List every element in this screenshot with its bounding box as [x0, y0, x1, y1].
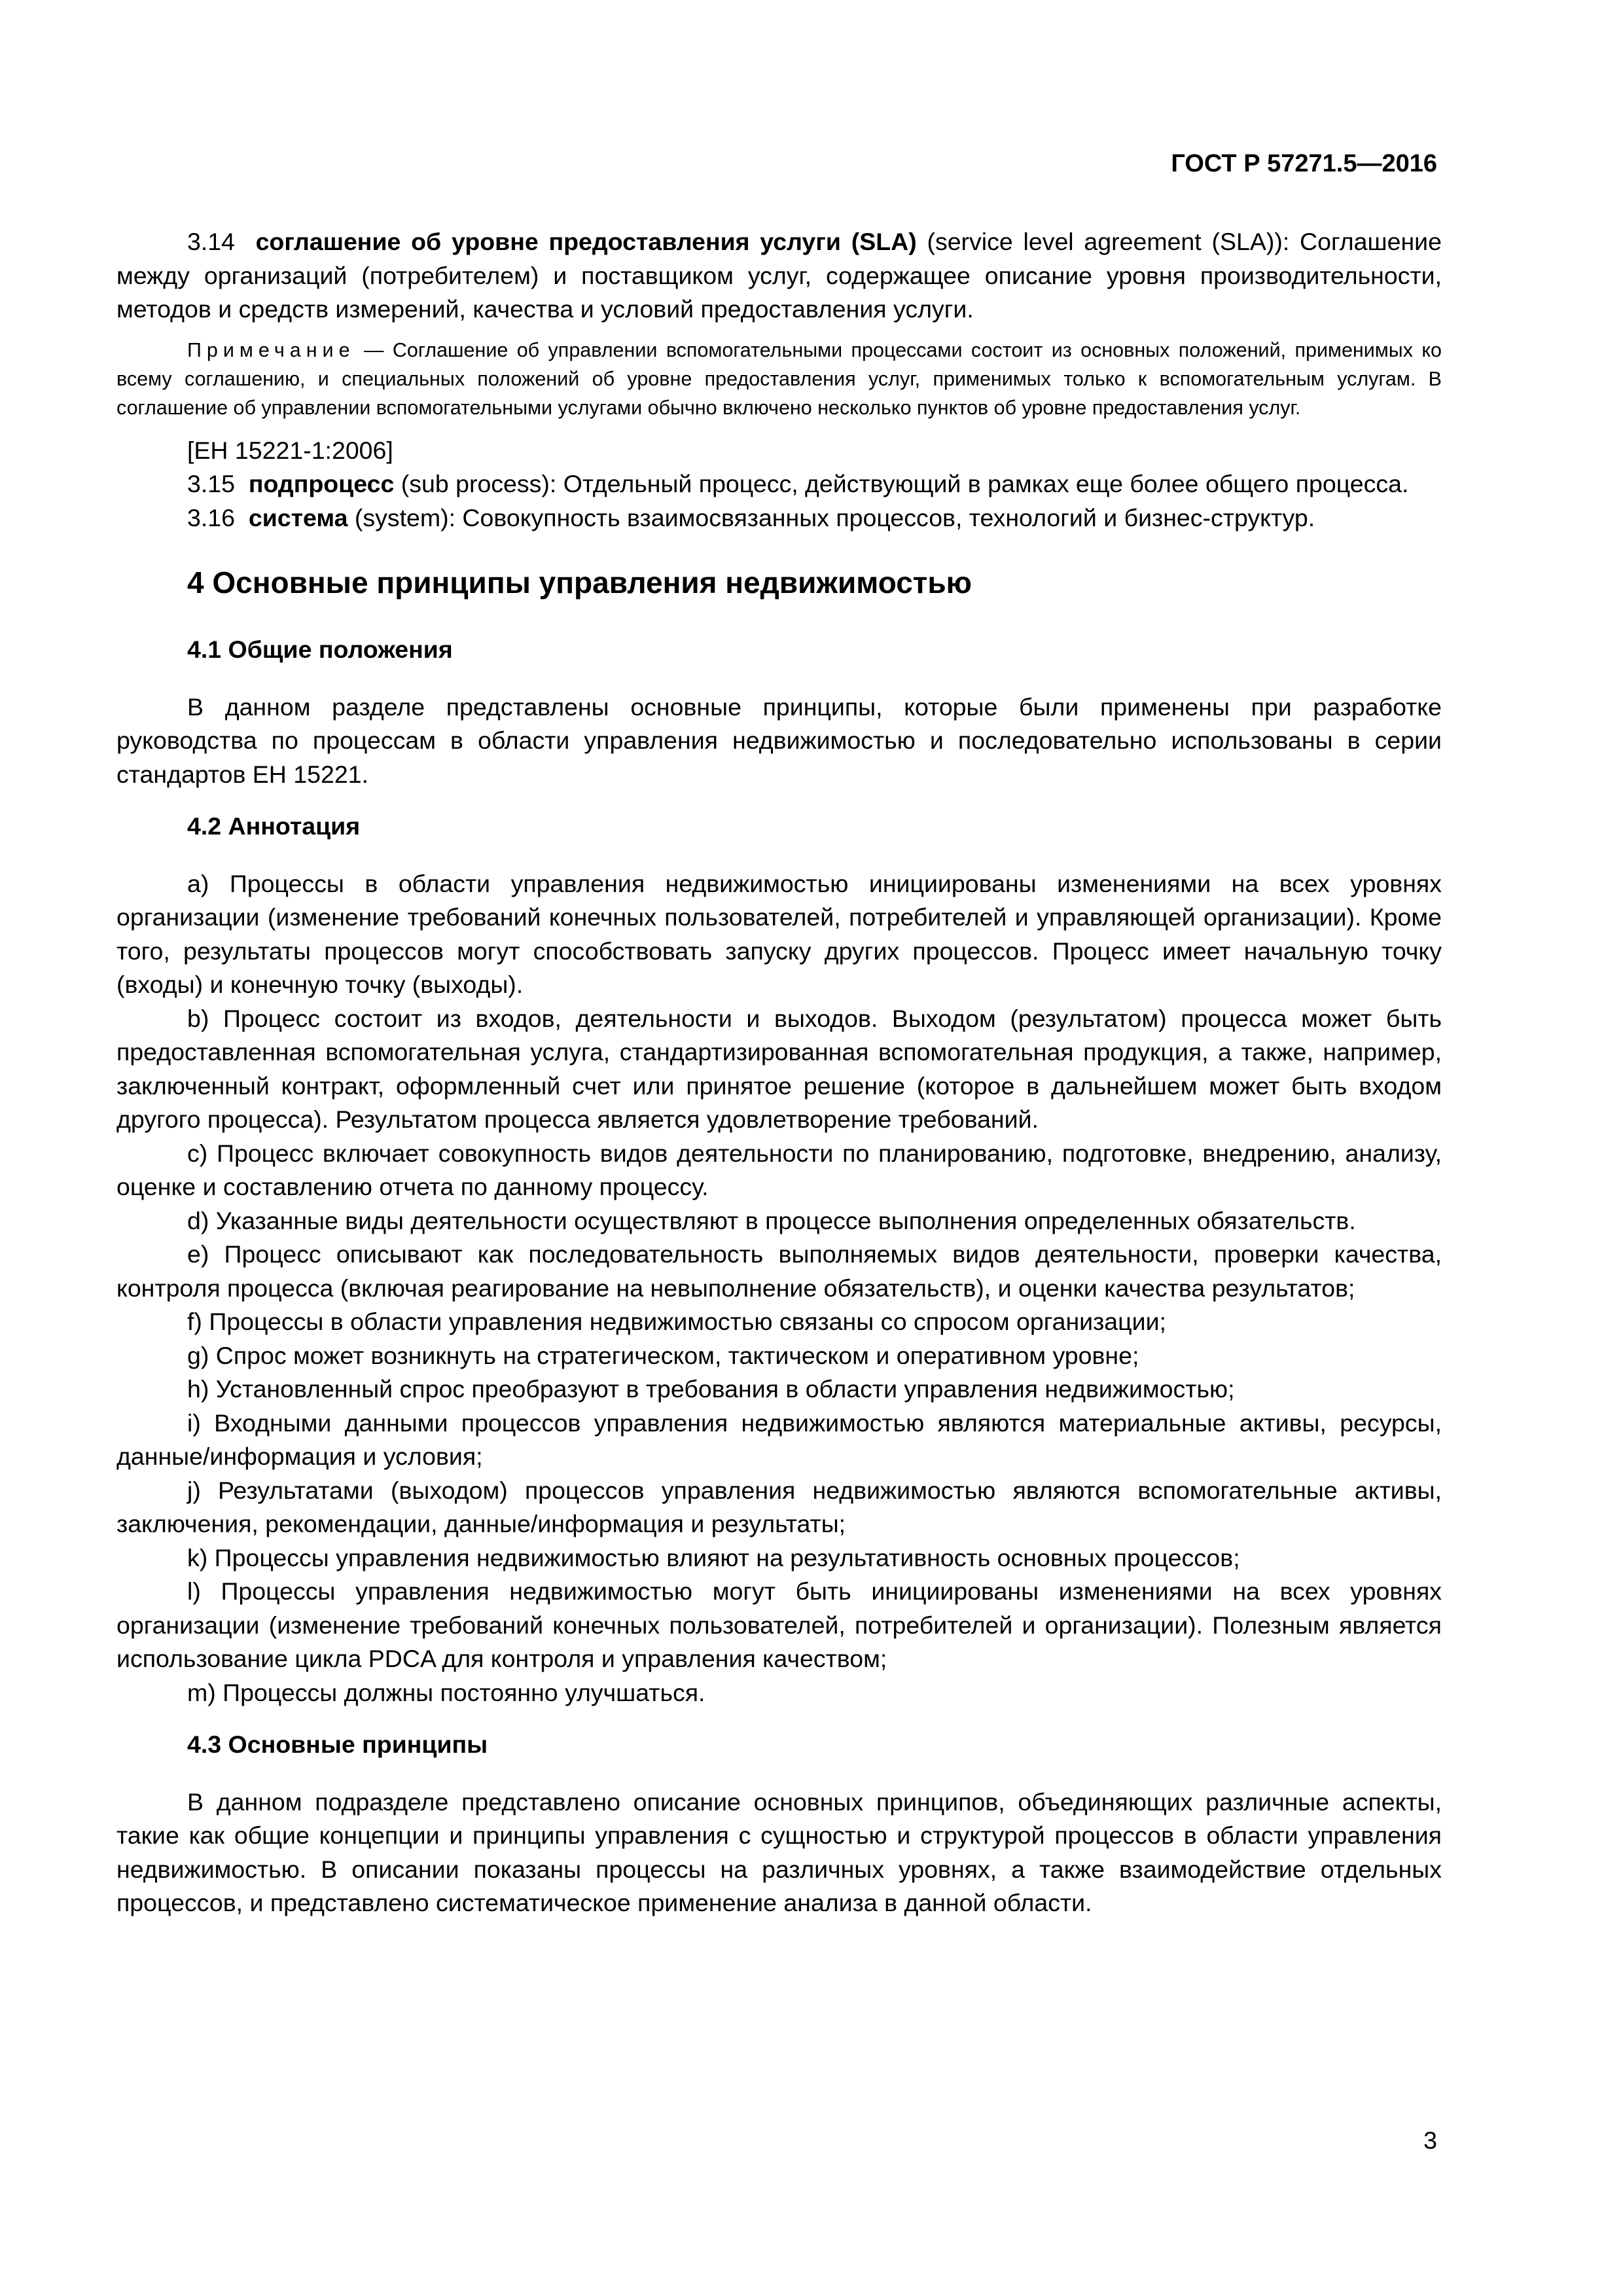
list-item-j: j) Результатами (выходом) процессов управления недвижимостью являются вспомогательные активы, заключения, рекомендации, данные/информация и результаты;	[116, 1476, 1442, 1537]
document-body	[116, 225, 1442, 1920]
section-4-heading: 4 Основные принципы управления недвижимостью	[187, 565, 972, 600]
list-item-a: a) Процессы в области управления недвижимостью инициированы изменениями на всех уровнях организации (изменение требований конечных пользователей, потребителей и управляющей организации). Кроме того, результаты процессов могут способствовать запуску других процессов. Процесс имеет начальную точку (входы) и конечную точку (выходы).	[116, 869, 1442, 998]
list-item-c: c) Процесс включает совокупность видов деятельности по планированию, подготовке, внедрению, анализу, оценке и составлению отчета по данному процессу.	[116, 1139, 1442, 1200]
document-code-header: ГОСТ Р 57271.5—2016	[1171, 150, 1437, 177]
definition-term: соглашение об уровне предоставления услуги (SLA)	[255, 228, 917, 255]
note-paragraph	[116, 336, 1442, 422]
definition-text: (service level agreement (SLA)): Соглашение между организаций (потребителем) и поставщиком услуг, содержащее описание уровня производительности, методов и средств измерений, качества и условий предоставления услуги.	[116, 228, 1442, 323]
list-item-h: h) Установленный спрос преобразуют в требования в области управления недвижимостью;	[187, 1375, 1235, 1403]
definition-term: подпроцесс	[248, 470, 395, 497]
section-4-1-text: В данном разделе представлены основные принципы, которые были применены при разработке руководства по процессам в области управления недвижимостью и последовательно использованы в серии стандартов ЕН 15221.	[116, 692, 1442, 788]
section-4-1-heading: 4.1 Общие положения	[187, 636, 453, 663]
note-text: — Соглашение об управлении вспомогательными процессами состоит из основных положений, применимых ко всему соглашению, и специальных положений об уровне предоставления услуг, применимых только к вспомогательным услугам. В соглашение об управлении вспомогательными услугами обычно включено несколько пунктов об уровне предоставления услуг.	[116, 338, 1442, 419]
section-4-3-text: В данном подразделе представлено описание основных принципов, объединяющих различные аспекты, такие как общие концепции и принципы управления с сущностью и структурой процессов в области управления недвижимостью. В описании показаны процессы на различных уровнях, а также взаимодействие отдельных процессов, и представлено систематическое применение анализа в данной области.	[116, 1787, 1442, 1916]
definition-3-14	[116, 225, 1442, 327]
definition-3-16	[116, 501, 1442, 535]
definition-3-15	[116, 467, 1442, 501]
list-item-b: b) Процесс состоит из входов, деятельности и выходов. Выходом (результатом) процесса может быть предоставленная вспомогательная услуга, стандартизированная вспомогательная продукция, а также, например, заключенный контракт, оформленный счет или принятое решение (которое в дальнейшем может быть входом другого процесса). Результатом процесса является удовлетворение требований.	[116, 1004, 1442, 1133]
section-4-2-heading: 4.2 Аннотация	[187, 812, 361, 840]
definition-number: 3.16	[187, 503, 235, 531]
reference-source: [ЕН 15221-1:2006]	[187, 436, 393, 464]
definition-number: 3.15	[187, 470, 235, 497]
definition-text: (sub process): Отдельный процесс, действующий в рамках еще более общего процесса.	[401, 470, 1409, 497]
page-number: 3	[1423, 2126, 1437, 2154]
definition-number: 3.14	[187, 228, 235, 255]
section-4-3-heading: 4.3 Основные принципы	[187, 1731, 488, 1758]
list-item-m: m) Процессы должны постоянно улучшаться.	[187, 1678, 705, 1706]
definition-text: (system): Совокупность взаимосвязанных процессов, технологий и бизнес-структур.	[354, 503, 1315, 531]
list-item-i: i) Входными данными процессов управления недвижимостью являются материальные активы, ресурсы, данные/информация и условия;	[116, 1408, 1442, 1470]
definition-term: система	[248, 503, 348, 531]
list-item-f: f) Процессы в области управления недвижимостью связаны со спросом организации;	[187, 1308, 1166, 1335]
list-item-k: k) Процессы управления недвижимостью влияют на результативность основных процессов;	[187, 1543, 1240, 1571]
list-item-l: l) Процессы управления недвижимостью могут быть инициированы изменениями на всех уровнях организации (изменение требований конечных пользователей, потребителей и организации). Полезным является использование цикла PDCA для контроля и управления качеством;	[116, 1577, 1442, 1672]
list-item-e: e) Процесс описывают как последовательность выполняемых видов деятельности, проверки качества, контроля процесса (включая реагирование на невыполнение обязательств), и оценки качества результатов;	[116, 1240, 1442, 1302]
list-item-g: g) Спрос может возникнуть на стратегическом, тактическом и оперативном уровне;	[187, 1341, 1139, 1369]
list-item-d: d) Указанные виды деятельности осуществляют в процессе выполнения определенных обязательств.	[187, 1206, 1356, 1234]
note-label: Примечание	[187, 338, 355, 361]
